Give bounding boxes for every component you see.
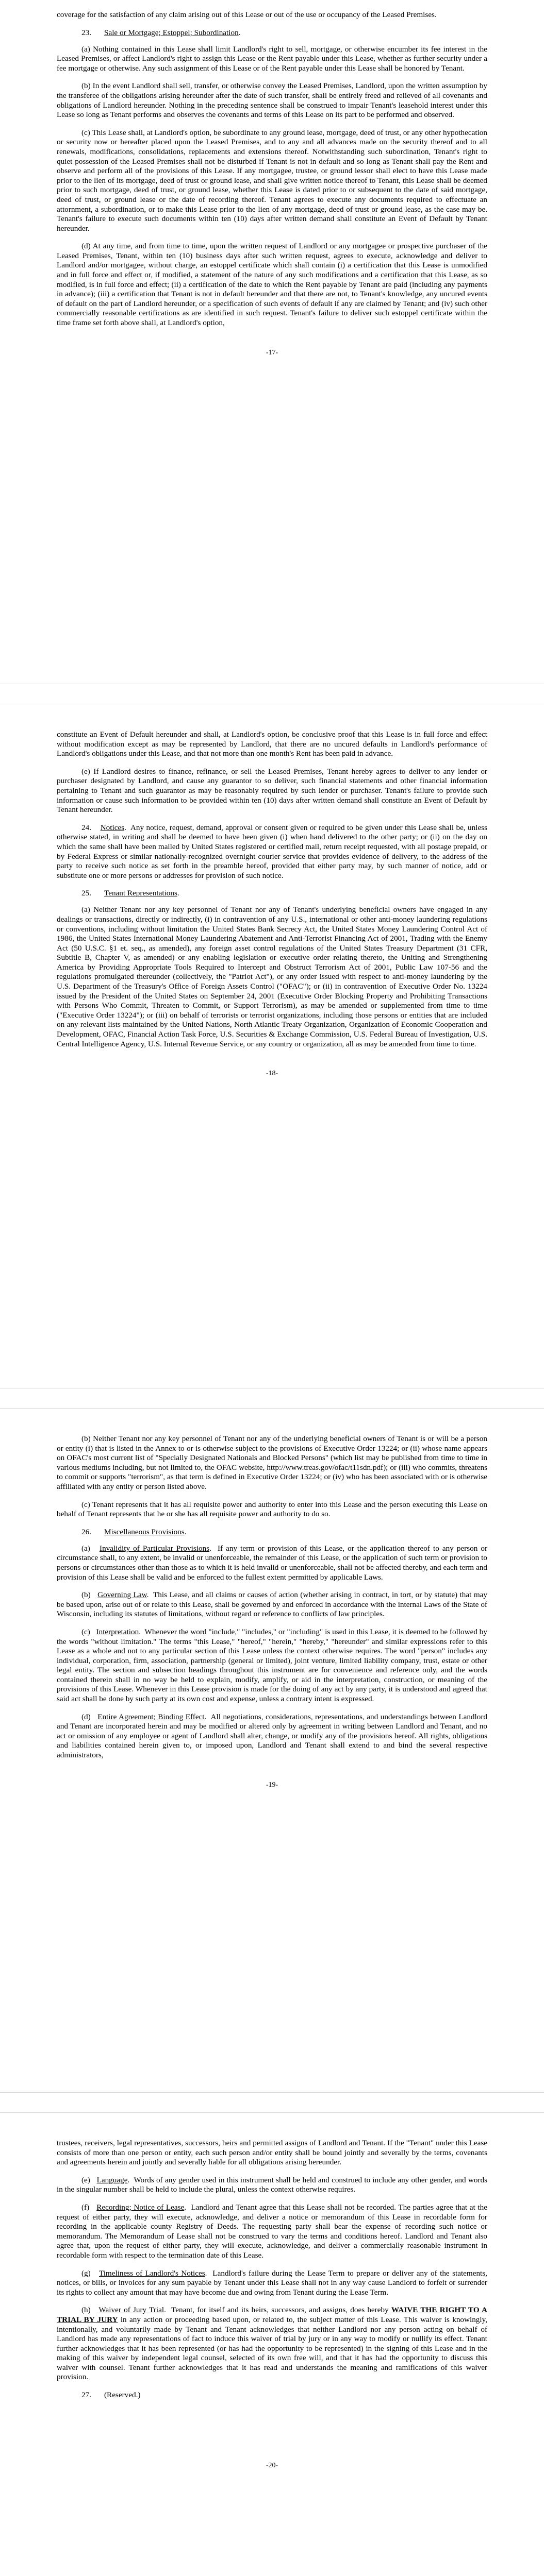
paragraph: (a) Nothing contained in this Lease shall limit Landlord's right to sell, mortgage, or otherwise encumber its fee interest in the Leased Premises, or affect Landlord's right to assign this Lease or the Rent payable under this Lease, whether as further security under a fee mortgage or otherwise. Any such assignment of this Lease or of the Rent payable under this Lease shall be honored by Tenant. [57,44,487,73]
paragraph: (b) In the event Landlord shall sell, transfer, or otherwise convey the Leased Premises, Landlord, upon the written assumption by the transferee of the obligations arising hereunder after the date of such transfer, shall be entirely freed and relieved of all covenants and obligations of Landlord hereunder. Nothing in the preceding sentence shall be construed to impair Tenant's leasehold interest under this Lease so long as Tenant performs and observes the covenants and terms of this Lease on its part to be performed and observed. [57,81,487,120]
section-heading: 27. (Reserved.) [81,2391,141,2400]
paragraph: (g) Timeliness of Landlord's Notices. Landlord's failure during the Lease Term to prepare or deliver any of the statements, notices, or bills, or invoices for any sum payable by Tenant under this Lease shall not in any way cause Landlord to forfeit or surrender its rights to collect any amount that may have become due and owing from Tenant during the Lease Term. [57,2268,487,2297]
page-break [0,1388,544,1409]
paragraph: (e) Language. Words of any gender used in this instrument shall be held and construed to include any other gender, and words in the singular number shall be held to include the plural, unless the context otherwise requires. [57,2175,487,2194]
page-number: -19- [266,1781,278,1789]
paragraph: (f) Recording; Notice of Lease. Landlord and Tenant agree that this Lease shall not be recorded. The parties agree that at the request of either party, they will execute, acknowledge, and deliver a notice or memorandum of this Lease in recordable form for recording in the applicable county Registry of Deeds. The requesting party shall bear the expense of recording such notice or memorandum. The Memorandum of Lease shall not be construed to vary the terms and conditions hereof. Landlord and Tenant also agree that, upon the request of either party, they will execute, acknowledge, and deliver a commercially reasonable instrument in recordable form with respect to the termination date of this Lease. [57,2202,487,2260]
section-heading: 23. Sale or Mortgage; Estoppel; Subordination. [81,28,241,37]
paragraph: constitute an Event of Default hereunder and shall, at Landlord's option, be conclusive proof that this Lease is in full force and effect without modification except as may be represented by Landlord, that there are no uncured defaults in Landlord's performance of Landlord's obligations under this Lease, and that not more than one month's Rent has been paid in advance. [57,730,487,758]
paragraph: (d) Entire Agreement; Binding Effect. All negotiations, considerations, representations, and understandings between Landlord and Tenant are incorporated herein and may be modified or altered only by agreement in writing between Landlord and Tenant, and no act or omission of any employee or agent of Landlord shall alter, change, or modify any of the provisions hereof. All rights, obligations and liabilities contained herein given to, or imposed upon, Landlord and Tenant shall extend to and bind the several respective administrators, [57,1712,487,1760]
paragraph: 24. Notices. Any notice, request, demand, approval or consent given or required to be given under this Lease shall be, unless otherwise stated, in writing and shall be deemed to have been given (i) when hand delivered to the other party; or (ii) on the day on which the same shall have been mailed by United States registered or certified mail, return receipt requested, with all postage prepaid, or by Federal Express or similar nationally-recognized overnight courier service that provides evidence of delivery, to the address of the party to receive such notice as set forth in the preamble hereof, provided that either party may, by such manner of notice, add or substitute one or more persons or addresses for provision of such notice. [57,823,488,880]
paragraph: (a) Neither Tenant nor any key personnel of Tenant nor any of Tenant's underlying beneficial owners have engaged in any dealings or transactions, directly or indirectly, (i) in contravention of any U.S., international or other anti-money laundering regulations or conventions, including without limitation the United States Bank Secrecy Act, the United States Money Laundering Control Act of 1986, the United States International Money Laundering Abatement and Anti-Terrorist Financing Act of 2001, Trading with the Enemy Act (50 U.S.C. §1 et. seq., as amended), any foreign asset control regulations of the United States Treasury Department (31 CFR, Subtitle B, Chapter V, as amended) or any enabling legislation or executive order relating thereto, the Uniting and Strengthening America by Providing Appropriate Tools Required to Intercept and Obstruct Terrorism Act of 2001, Public Law 107-56 and the regulations promulgated thereunder (collectively, the "Patriot Act"), or any order issued with respect to anti-money laundering by the U.S. Department of the Treasury's Office of Foreign Assets Control ("OFAC"); or (ii) in contravention of Executive Order No. 13224 issued by the President of the United States on September 24, 2001 (Executive Order Blocking Property and Prohibiting Transactions with Persons Who Commit, Threaten to Commit, or Support Terrorism), as may be amended or supplemented from time to time ("Executive Order 13224"); or (iii) on behalf of terrorists or terrorist organizations, including those persons or entities that are included on any relevant lists maintained by the United Nations, North Atlantic Treaty Organization, Organization of Economic Cooperation and Development, OFAC, Financial Action Task Force, U.S. Securities & Exchange Commission, U.S. Federal Bureau of Investigation, U.S. Central Intelligence Agency, U.S. Internal Revenue Service, or any country or organization, all as may be amended from time to time. [57,905,487,1048]
paragraph: (c) This Lease shall, at Landlord's option, be subordinate to any ground lease, mortgage, deed of trust, or any other hypothecation or security now or hereafter placed upon the Leased Premises, and to any and all advances made on the security thereof and to all renewals, modifications, consolidations, replacements and extensions thereof. Notwithstanding such subordination, Tenant's right to quiet possession of the Leased Premises shall not be disturbed if Tenant is not in default and so long as Tenant shall pay the Rent and observe and perform all of the provisions of this Lease. If any mortgagee, trustee, or ground lessor shall elect to have this Lease made prior to the lien of its mortgage, deed of trust or ground lease, and shall give written notice thereof to Tenant, this Lease shall be deemed prior to such mortgage, deed of trust, or ground lease, whether this Lease is dated prior to or subsequent to the date of said mortgage, deed of trust, or ground lease or the date of recording thereof. Tenant agrees to execute any documents required to effectuate an attornment, a subordination, or to make this Lease prior to the lien of any mortgage, deed of trust or ground lease, as the case may be. Tenant's failure to execute such documents within ten (10) days after written demand shall constitute an Event of Default by Tenant hereunder. [57,128,487,233]
paragraph: (c) Interpretation. Whenever the word "include," "includes," or "including" is used in this Lease, it is deemed to be followed by the words "without limitation." The terms "this Lease," "hereof," "herein," "hereby," "hereunder" and similar expressions refer to this Lease as a whole and not to any particular section of this Lease unless the context otherwise requires. The word "person" includes any individual, corporation, firm, association, partnership (general or limited), joint venture, limited liability company, trust, estate or other legal entity. The section and subsection headings throughout this instrument are for convenience and reference only, and the words contained therein shall in no way be held to explain, modify, amplify, or aid in the interpretation, construction, or meaning of the provisions of this Lease. Whenever in this Lease provision is made for the doing of any act by any party, it is understood and agreed that said act shall be done by such party at its own cost and expense, unless a contrary intent is expressed. [57,1627,487,1704]
paragraph: (e) If Landlord desires to finance, refinance, or sell the Leased Premises, Tenant hereby agrees to deliver to any lender or purchaser designated by Landlord, and cause any guarantor to so deliver, such financial statements and other financial information pertaining to Tenant and such guarantor as may be reasonably required by such lender or purchaser. Tenant's failure to provide such information or cause such information to be provided within ten (10) days after written demand shall constitute an Event of Default by Tenant hereunder. [57,767,487,815]
page-number: -18- [266,1070,278,1078]
paragraph: (c) Tenant represents that it has all requisite power and authority to enter into this Lease and the person executing this Lease on behalf of Tenant represents that he or she has all requisite power and authority to do so. [57,1500,487,1519]
page-break [0,684,544,704]
paragraph: (a) Invalidity of Particular Provisions. If any term or provision of this Lease, or the application thereof to any person or circumstance shall, to any extent, be invalid or unenforceable, the remainder of this Lease, or the application of such term or provision to persons or circumstances other than those as to which it is held invalid or unenforceable, shall not be affected thereby, and each term and provision of this Lease shall be valid and be enforced to the fullest extent permitted by applicable Laws. [57,1544,488,1582]
page-18 [0,704,544,1388]
page-number: -20- [266,2462,278,2470]
page-20 [0,2113,544,2576]
paragraph: (h) Waiver of Jury Trial. Tenant, for itself and its heirs, successors, and assigns, does hereby WAIVE THE RIGHT TO A TRIAL BY JURY in any action or proceeding based upon, or related to, the subject matter of this Lease. This waiver is knowingly, intentionally, and voluntarily made by Tenant and Tenant acknowledges that neither Landlord nor any person acting on behalf of Landlord has made any representations of fact to induce this waiver of trial by jury or in any way to modify or nullify its effect. Tenant further acknowledges that it has been represented (or has had the opportunity to be represented) in the signing of this Lease and in the making of this waiver by independent legal counsel, selected of its own free will, and that it has had the opportunity to discuss this waiver with counsel. Tenant further acknowledges that it has read and understands the meaning and ramifications of this waiver provision. [57,2306,488,2382]
paragraph: (b) Governing Law. This Lease, and all claims or causes of action (whether arising in contract, in tort, or by statute) that may be based upon, arise out of or relate to this Lease, shall be governed by and enforced in accordance with the internal Laws of the State of Wisconsin, including its statutes of limitations, without regard or reference to conflicts of law principles. [57,1590,487,1619]
paragraph: trustees, receivers, legal representatives, successors, heirs and permitted assigns of Landlord and Tenant. If the "Tenant" under this Lease consists of more than one person or entity, each such person and/or entity shall be bound jointly and severally by the terms, covenants and agreements herein and jointly and severally liable for all obligations arising hereunder. [57,2139,487,2167]
page-break [0,2092,544,2113]
paragraph: coverage for the satisfaction of any claim arising out of this Lease or out of the use or occupancy of the Leased Premises. [57,10,437,19]
section-heading: 26. Miscellaneous Provisions. [81,1527,187,1536]
section-heading: 25. Tenant Representations. [81,889,179,898]
paragraph: (b) Neither Tenant nor any key personnel of Tenant nor any of the underlying beneficial owners of Tenant is or will be a person or entity (i) that is listed in the Annex to or is otherwise subject to the provisions of Executive Order 13224; or (ii) whose name appears on OFAC's most current list of "Specially Designated Nationals and Blocked Persons" (which list may be published from time to time in various mediums including, but not limited to, the OFAC website, http://www.treas.gov/ofac/t11sdn.pdf); or (iii) who commits, threatens to commit or supports "terrorism", as that term is defined in Executive Order 13224; or (iv) who has been associated with or is otherwise affiliated with any entity or person listed above. [57,1434,487,1491]
paragraph: (d) At any time, and from time to time, upon the written request of Landlord or any mortgagee or prospective purchaser of the Leased Premises, Tenant, within ten (10) business days after such written request, agrees to execute, acknowledge and deliver to Landlord and/or mortgagee, without charge, an estoppel certificate which shall contain (i) a certification that this Lease is unmodified and in full force and effect or, if modified, a statement of the nature of any such modifications and a certification that this Lease, as so modified, is in full force and effect; (ii) a certification of the date to which the Rent payable by Tenant are paid (including any payments in advance); (iii) a certification that Tenant is not in default hereunder and that there are not, to Tenant's knowledge, any uncured events of default on the part of Landlord hereunder, or a specification of such events of default if any are claimed by Tenant; and (iv) such other commercially reasonable certifications as are identified in such request. Tenant's failure to deliver such estoppel certificate within the time frame set forth above shall, at Landlord's option, [57,242,487,328]
page-17 [0,0,544,684]
page-19 [0,1409,544,2092]
page-number: -17- [266,348,278,357]
